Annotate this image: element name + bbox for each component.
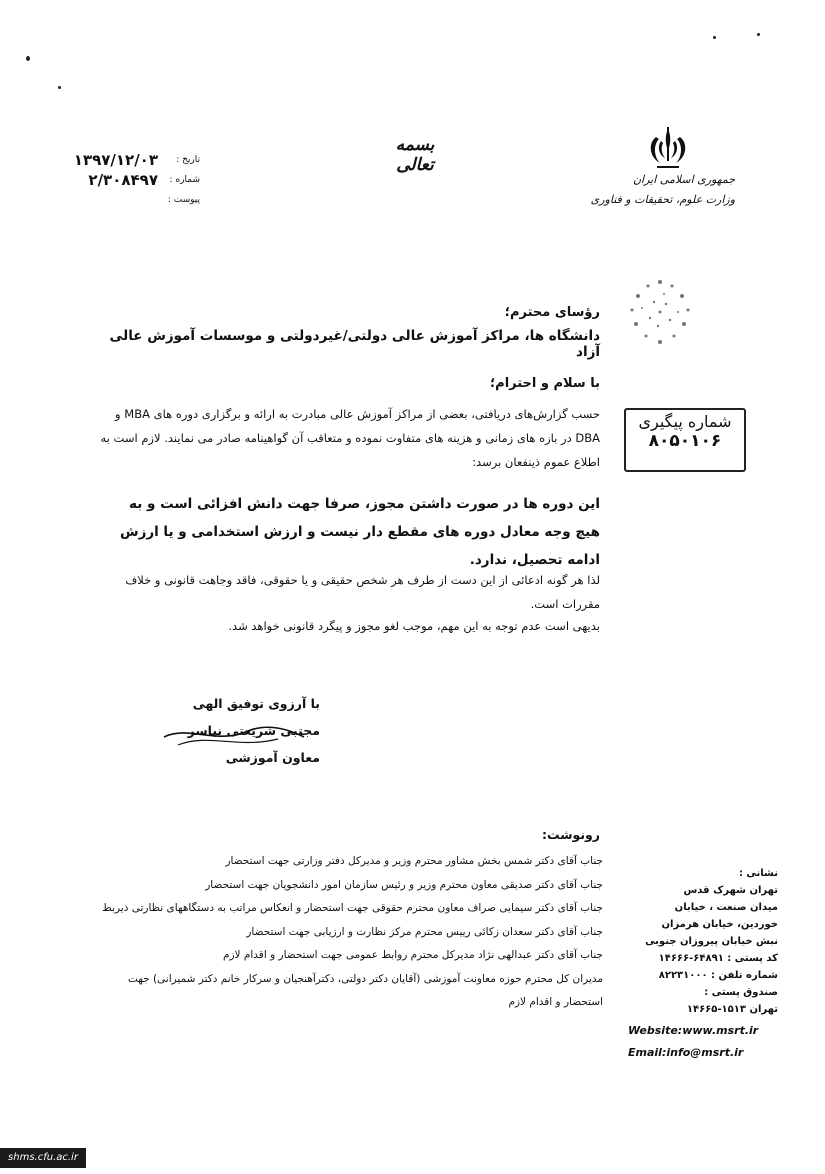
greeting: با سلام و احترام؛ [489,376,600,391]
paragraph-1: حسب گزارش‌های دریافتی، بعضی از مراکز آموزش عالی مبادرت به ارائه و برگزاری دوره های MBA و DBA در بازه های زمانی و هزینه های متفاوت نموده و متعاقب آن گواهینامه صادر می نمایند. لازم است به اطلاع عموم ذینفعان برسد: [100,407,600,469]
ministry-line-2: وزارت علوم، تحقیقات و فناوری [590,193,735,206]
number-value: ۲/۳۰۸۴۹۷ [88,171,158,189]
cc-title: رونوشت: [541,827,600,842]
cc-item: مدیران کل محترم حوزه معاونت آموزشی (آقایان دکتر دولتی، دکترآهنجیان و سرکار خانم دکتر شمیرانی) جهت استحضار و اقدام لازم [127,972,603,1008]
scan-speck [26,56,30,61]
address-line: میدان صنعت ، خیابان [674,902,778,913]
scan-speck [58,86,61,89]
basmala: بسمه تعالی [395,135,435,175]
website: Website:www.msrt.ir [628,1024,759,1037]
handwritten-signature-icon [158,715,308,755]
date-row [60,150,200,170]
address-line: خوردین، خیابان هرمزان [661,919,778,930]
cc-list [88,850,603,1015]
address-line: تهران ۱۵۱۳-۱۴۶۶۵ [686,1004,778,1015]
scan-speck [713,36,716,39]
cc-item: جناب آقای دکتر عبدالهی نژاد مدیرکل محترم روابط عمومی جهت استحضار و اقدام لازم [222,949,603,961]
signatory-title: معاون آموزشی [225,750,320,765]
ministry-heading [590,170,735,210]
number-label: شماره : [169,175,200,185]
email: Email:info@msrt.ir [628,1046,744,1059]
addressee-line-2: دانشگاه ها، مراکز آموزش عالی دولتی/غیردولتی و موسسات آموزش عالی آزاد [109,328,600,360]
tracking-number-stamp [624,408,746,472]
address-line: نبش خیابان پیروزان جنوبی [645,936,778,947]
source-watermark: shms.cfu.ac.ir [0,1148,86,1168]
date-value: ۱۳۹۷/۱۲/۰۳ [73,151,158,169]
ministry-line-1: جمهوری اسلامی ایران [632,173,735,186]
ministry-address [628,865,778,1018]
paragraph-4: بدیهی است عدم توجه به این مهم، موجب لغو مجوز و پیگرد قانونی خواهد شد. [228,619,600,633]
scan-speck [757,33,760,36]
paragraph-2: این دوره ها در صورت داشتن مجوز، صرفا جهت دانش افزائی است و به هیچ وجه معادل دوره های مقطع دار نیست و ارزش استخدامی و یا ارزش ادامه تحصیل، ندارد. [119,496,600,568]
addressee-line-1: رؤسای محترم؛ [504,305,600,320]
number-row [60,170,200,190]
tracking-label: شماره پیگیری [638,412,732,431]
date-label: تاریخ : [176,155,200,165]
letter-meta [60,150,200,210]
contact-web [628,1020,768,1064]
attachment-label: پیوست : [167,195,200,205]
address-line: شماره تلفن : ۸۲۲۳۱۰۰۰ [658,970,778,981]
cc-item: جناب آقای دکتر شمس بخش مشاور محترم وزیر و مدیرکل دفتر وزارتی جهت استحضار [225,855,603,867]
cc-item: جناب آقای دکتر سیمایی صراف معاون محترم حقوقی جهت استحضار و انعکاس مراتب به دستگاههای نظارتی ذیربط [102,902,603,914]
closing-phrase: با آرزوی توفیق الهی [192,696,320,711]
signatory-name: مجتبی شریعتی نیاسر [187,723,320,738]
cc-item: جناب آقای دکتر صدیقی معاون محترم وزیر و رئیس سازمان امور دانشجویان جهت استحضار [205,878,603,891]
tracking-number: ۸۰۵۰۱۰۶ [648,431,722,451]
seal-stamp-icon [620,272,700,352]
paragraph-3: لذا هر گونه ادعائی از این دست از طرف هر شخص حقیقی و یا حقوقی، فاقد وجاهت قانونی و خلاف مقررات است. [125,573,600,611]
address-line: تهران شهرک قدس [683,885,778,896]
cc-item: جناب آقای دکتر سعدان زکائی رییس محترم مرکز نظارت و ارزیابی جهت استحضار [246,925,603,938]
address-line: کد پستی : ۶۴۸۹۱-۱۴۶۶۶ [658,953,778,964]
address-line: نشانی : [738,868,778,879]
address-line: صندوق پستی : [704,987,778,998]
iran-emblem-icon [643,125,693,173]
attachment-row [60,190,200,210]
